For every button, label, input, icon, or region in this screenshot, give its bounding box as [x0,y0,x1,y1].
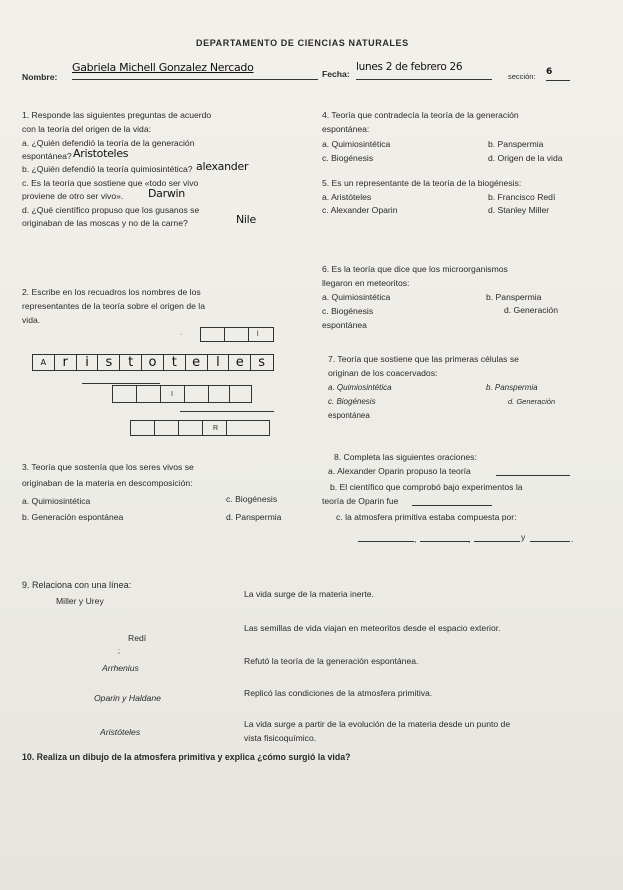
section-label: sección: [508,72,536,81]
q1a-line2: espontánea? [22,151,72,161]
q8-c-blank-4[interactable] [530,541,570,542]
q3-prompt-line1: 3. Teoría que sostenía que los seres vivos se [22,462,194,472]
q2-row4-hint: R [213,425,219,432]
q9-right-1[interactable]: La vida surge de la materia inerte. [244,589,374,599]
q9-stray-mark: ; [118,648,120,655]
q5-option-d[interactable]: d. Stanley Miller [488,205,550,215]
date-label: Fecha: [322,69,350,79]
q8-c-sep1: , [414,534,417,544]
q6-option-c[interactable]: c. Biogénesis [322,306,374,316]
section-field[interactable] [546,66,570,81]
q3-option-a[interactable]: a. Quimiosintética [22,496,91,506]
q8-c-end: . [571,534,574,544]
q6-option-b[interactable]: b. Panspermia [486,292,542,302]
q2-row2-cell[interactable]: t [120,355,142,370]
date-handwriting: lunes 2 de febrero 26 [356,61,463,73]
q2-row2-cell[interactable]: l [208,355,230,370]
q9-left-2[interactable]: Redí [128,633,147,643]
q2-row2-boxes[interactable] [32,354,274,371]
q2-row2-cell[interactable]: e [186,355,208,370]
q8-b-line1: b. El científico que comprobó bajo experimentos la [330,482,523,492]
q3-option-b[interactable]: b. Generación espontánea [22,512,124,522]
q9-right-3[interactable]: Refutó la teoría de la generación espontánea. [244,656,419,666]
q4-option-b[interactable]: b. Panspermia [488,139,544,149]
q7-prompt-line2: originan de los coacervados: [328,368,438,378]
q10-prompt: 10. Realiza un dibujo de la atmosfera primitiva y explica ¿cómo surgió la vida? [22,752,351,762]
q4-prompt-line1: 4. Teoría que contradecía la teoría de la generación [322,110,519,120]
q2-row2-cell[interactable]: s [258,355,265,370]
q2-row2-cell[interactable]: i [77,355,99,370]
q2-row2-cell[interactable]: e [229,355,251,370]
q2-row1-boxes[interactable] [200,327,274,342]
q2-row2-cell[interactable]: s [98,355,120,370]
q7-prompt-line1: 7. Teoría que sostiene que las primeras células se [328,354,519,364]
q9-right-4[interactable]: Replicó las condiciones de la atmosfera primitiva. [244,688,433,698]
q1a-line1: a. ¿Quién defendió la teoría de la generación [22,138,195,148]
q1c-line1: c. Es la teoría que sostiene que «todo ser vivo [22,178,199,188]
q9-prompt: 9. Relaciona con una línea: [22,580,132,590]
q1-prompt-line2: con la teoría del origen de la vida: [22,124,151,134]
q3-option-d[interactable]: d. Panspermia [226,512,282,522]
q8-prompt: 8. Completa las siguientes oraciones: [334,452,477,462]
q7-option-c[interactable]: c. Biogénesis [328,397,376,406]
q2-row4-boxes[interactable] [130,420,270,436]
q7-option-d[interactable]: d. Generación [508,397,556,406]
name-field[interactable] [72,62,318,80]
date-field[interactable] [356,62,492,80]
q8-a-blank[interactable] [496,475,570,476]
q7-option-a[interactable]: a. Quimiosintética [328,383,392,392]
name-label: Nombre: [22,72,58,82]
q9-right-5-cont: vista fisicoquímico. [244,733,317,743]
q9-left-1[interactable]: Miller y Urey [56,596,104,606]
q9-right-2[interactable]: Las semillas de vida viajan en meteoritos desde el espacio exterior. [244,623,501,633]
q6-prompt-line2: llegaron en meteoritos: [322,278,410,288]
q6-option-d-cont: espontánea [322,320,367,330]
q8-c-blank-3[interactable] [474,541,520,542]
q5-option-c[interactable]: c. Alexander Oparin [322,205,398,215]
q2-row2-cell[interactable]: t [164,355,186,370]
section-handwriting: 6 [546,67,552,77]
q9-left-3[interactable]: Arrhenius [102,663,139,673]
q5-prompt: 5. Es un representante de la teoría de la biogénesis: [322,178,522,188]
q9-left-5[interactable]: Aristóteles [100,727,141,737]
q4-option-a[interactable]: a. Quimiosintética [322,139,391,149]
q1-prompt-line1: 1. Responde las siguientes preguntas de acuerdo [22,110,212,120]
q8-c-sep3: y [521,532,526,542]
q4-option-c[interactable]: c. Biogénesis [322,153,374,163]
q6-option-d[interactable]: d. Generación [504,305,558,315]
department-title: DEPARTAMENTO DE CIENCIAS NATURALES [196,38,409,48]
q2-prompt-line2: representantes de la teoría sobre el origen de la [22,301,205,311]
q5-option-a[interactable]: a. Aristóteles [322,192,372,202]
q2-row1-hint: l [257,331,259,338]
q1d-answer[interactable]: Nile [236,213,256,226]
q9-left-4[interactable]: Oparin y Haldane [94,693,161,703]
q6-option-a[interactable]: a. Quimiosintética [322,292,391,302]
q1b-answer[interactable]: alexander [196,160,249,173]
q2-row3-hint: I [171,391,173,398]
q2-row2-cell[interactable]: r [55,355,77,370]
q8-c-blank-2[interactable] [420,541,470,542]
q2-prompt-line3: vida. [22,315,41,325]
q8-a-text: a. Alexander Oparin propuso la teoría [328,466,471,476]
q8-c-blank-1[interactable] [358,541,414,542]
q3-option-c[interactable]: c. Biogénesis [226,494,278,504]
q2-row3-boxes[interactable] [112,385,252,403]
q2-row1-dot: · [180,331,183,338]
q7-option-d-cont: espontánea [328,411,370,420]
name-handwriting: Gabriela Michell Gonzalez Nercado [72,61,254,74]
q1c-line2: proviene de otro ser vivo». [22,191,124,201]
q2-row3-underline [82,383,160,384]
q3-prompt-line2: originaban de la materia en descomposición: [22,478,193,488]
q2-row2-cell[interactable]: o [142,355,164,370]
q2-row4-underline [180,411,274,412]
q1d-line1: d. ¿Qué científico propuso que los gusanos se [22,205,200,215]
q10-drawing-area[interactable] [22,768,600,880]
q4-option-d[interactable]: d. Origen de la vida [488,153,563,163]
q8-b-line2: teoría de Oparin fue [322,496,399,506]
q2-row2-cell[interactable]: A [33,355,55,370]
q5-option-b[interactable]: b. Francisco Redí [488,192,556,202]
q4-prompt-line2: espontánea: [322,124,370,134]
q6-prompt-line1: 6. Es la teoría que dice que los microorganismos [322,264,508,274]
q8-c-text: c. la atmosfera primitiva estaba compuesta por: [336,512,517,522]
q1c-answer[interactable]: Darwin [148,187,185,200]
q1b-text: b. ¿Quién defendió la teoría quimiosintética? [22,164,193,174]
q8-b-blank[interactable] [412,505,492,506]
q7-option-b[interactable]: b. Panspermia [486,383,538,392]
q1d-line2: originaban de las moscas y no de la carne? [22,218,188,228]
q8-c-sep2: , [468,534,471,544]
q9-right-5[interactable]: La vida surge a partir de la evolución de la materia desde un punto de [244,719,511,729]
q2-prompt-line1: 2. Escribe en los recuadros los nombres de los [22,287,201,297]
q1a-answer[interactable]: Aristoteles [73,147,129,160]
